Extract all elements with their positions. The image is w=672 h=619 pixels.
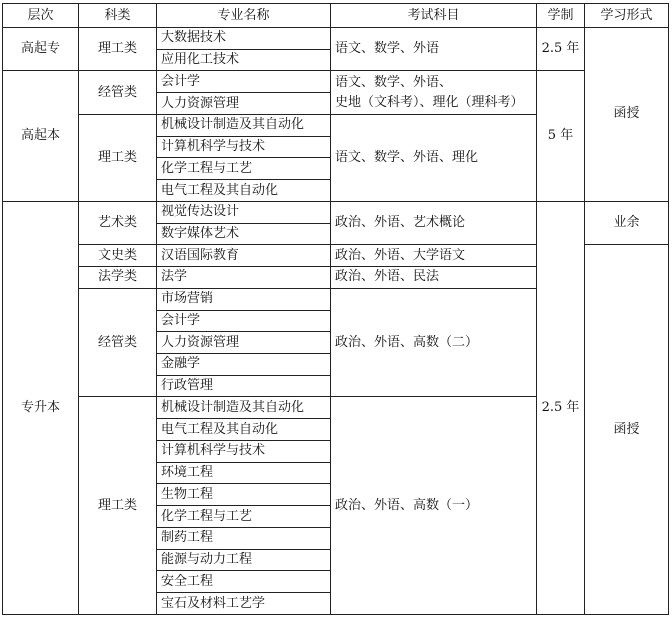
level-cell: 高起本 (3, 71, 79, 201)
major-cell: 宝石及材料工艺学 (157, 593, 331, 615)
category-cell: 法学类 (79, 267, 157, 289)
table-row (3, 71, 669, 93)
mode-cell: 业余 (585, 201, 669, 244)
category-cell: 经管类 (79, 71, 157, 114)
major-cell: 化学工程与工艺 (157, 158, 331, 180)
header-duration: 学制 (537, 4, 585, 28)
major-cell: 人力资源管理 (157, 332, 331, 354)
major-cell: 视觉传达设计 (157, 201, 331, 223)
major-cell: 行政管理 (157, 375, 331, 397)
major-cell: 市场营销 (157, 288, 331, 310)
category-cell: 艺术类 (79, 201, 157, 244)
header-mode: 学习形式 (585, 4, 669, 28)
major-cell: 化学工程与工艺 (157, 506, 331, 528)
header-subjects: 考试科目 (331, 4, 537, 28)
category-cell: 文史类 (79, 245, 157, 267)
major-cell: 机械设计制造及其自动化 (157, 397, 331, 419)
major-cell: 大数据技术 (157, 28, 331, 50)
header-category: 科类 (79, 4, 157, 28)
subjects-cell: 政治、外语、高数（一） (331, 397, 537, 615)
major-cell: 数字媒体艺术 (157, 223, 331, 245)
subjects-cell: 政治、外语、高数（二） (331, 288, 537, 397)
header-row (3, 4, 669, 28)
major-cell: 金融学 (157, 354, 331, 376)
major-cell: 法学 (157, 267, 331, 289)
subjects-cell: 语文、数学、外语、理化 (331, 114, 537, 201)
major-cell: 安全工程 (157, 571, 331, 593)
major-cell: 机械设计制造及其自动化 (157, 114, 331, 136)
level-cell: 专升本 (3, 201, 79, 614)
duration-cell: 2.5 年 (537, 28, 585, 71)
enrollment-table (2, 3, 669, 615)
table-row (3, 201, 669, 223)
category-cell: 经管类 (79, 288, 157, 397)
subjects-cell: 政治、外语、大学语文 (331, 245, 537, 267)
duration-cell: 2.5 年 (537, 201, 585, 614)
major-cell: 会计学 (157, 71, 331, 93)
subjects-cell: 语文、数学、外语 (331, 28, 537, 71)
subjects-cell: 政治、外语、民法 (331, 267, 537, 289)
level-cell: 高起专 (3, 28, 79, 71)
mode-cell: 函授 (585, 245, 669, 615)
subjects-cell: 政治、外语、艺术概论 (331, 201, 537, 244)
mode-cell: 函授 (585, 28, 669, 202)
duration-cell: 5 年 (537, 71, 585, 201)
major-cell: 电气工程及其自动化 (157, 419, 331, 441)
category-cell: 理工类 (79, 114, 157, 201)
subjects-line: 语文、数学、外语、 (335, 74, 453, 90)
subjects-line: 史地（文科考）、理化（理科考） (335, 94, 524, 110)
header-major: 专业名称 (157, 4, 331, 28)
category-cell: 理工类 (79, 397, 157, 615)
major-cell: 电气工程及其自动化 (157, 180, 331, 202)
header-level: 层次 (3, 4, 79, 28)
major-cell: 环境工程 (157, 462, 331, 484)
major-cell: 人力资源管理 (157, 93, 331, 115)
major-cell: 计算机科学与技术 (157, 136, 331, 158)
major-cell: 生物工程 (157, 484, 331, 506)
major-cell: 计算机科学与技术 (157, 440, 331, 462)
subjects-cell (331, 71, 537, 114)
major-cell: 能源与动力工程 (157, 549, 331, 571)
major-cell: 制药工程 (157, 527, 331, 549)
table-row (3, 28, 669, 50)
category-cell: 理工类 (79, 28, 157, 71)
major-cell: 汉语国际教育 (157, 245, 331, 267)
major-cell: 应用化工技术 (157, 49, 331, 71)
major-cell: 会计学 (157, 310, 331, 332)
